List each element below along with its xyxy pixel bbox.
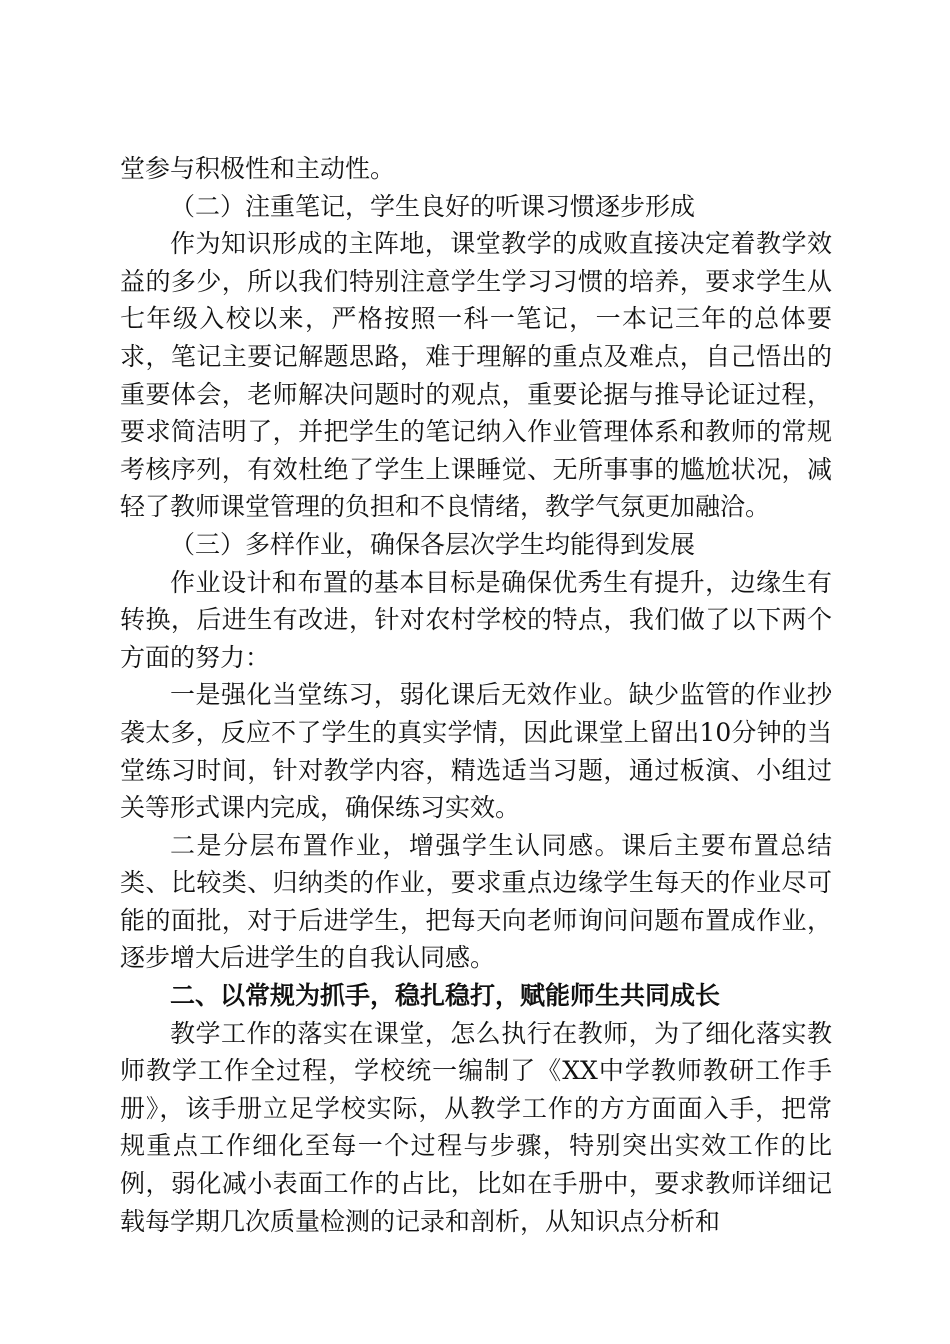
- paragraph-notes: 作为知识形成的主阵地，课堂教学的成败直接决定着教学效益的多少，所以我们特别注意学生学习习惯的培养，要求学生从七年级入校以来，严格按照一科一笔记，一本记三年的总体要求，笔记主要记解题思路，难于理解的重点及难点，自己悟出的重要体会，老师解决问题时的观点，重要论据与推导论证过程，要求简洁明了，并把学生的笔记纳入作业管理体系和教师的常规考核序列，有效杜绝了学生上课睡觉、无所事事的尴尬状况，减轻了教师课堂管理的负担和不良情绪，教学气氛更加融洽。: [120, 229, 832, 522]
- subheading-notes: （二）注重笔记，学生良好的听课习惯逐步形成: [170, 191, 696, 221]
- paragraph-continuation: 堂参与积极性和主动性。: [120, 154, 396, 183]
- document-body: [120, 150, 832, 1240]
- section-heading-two: 二、以常规为抓手，稳扎稳打，赋能师生共同成长: [170, 981, 721, 1011]
- paragraph-homework-goal: 作业设计和布置的基本目标是确保优秀生有提升，边缘生有转换，后进生有改进，针对农村学校的特点，我们做了以下两个方面的努力：: [120, 567, 832, 672]
- paragraph-homework-first: 一是强化当堂练习，弱化课后无效作业。缺少监管的作业抄袭太多，反应不了学生的真实学情，因此课堂上留出10分钟的当堂练习时间，针对教学内容，精选适当习题，通过板演、小组过关等形式课内完成，确保练习实效。: [120, 680, 832, 823]
- paragraph-handbook: 教学工作的落实在课堂，怎么执行在教师，为了细化落实教师教学工作全过程，学校统一编制了《XX中学教师教研工作手册》，该手册立足学校实际，从教学工作的方方面面入手，把常规重点工作细化至每一个过程与步骤，特别突出实效工作的比例，弱化减小表面工作的占比，比如在手册中，要求教师详细记载每学期几次质量检测的记录和剖析，从知识点分析和: [120, 1018, 832, 1236]
- subheading-homework: （三）多样作业，确保各层次学生均能得到发展: [170, 529, 696, 559]
- paragraph-homework-second: 二是分层布置作业，增强学生认同感。课后主要布置总结类、比较类、归纳类的作业，要求重点边缘学生每天的作业尽可能的面批，对于后进学生，把每天向老师询问问题布置成作业，逐步增大后进学生的自我认同感。: [120, 830, 832, 973]
